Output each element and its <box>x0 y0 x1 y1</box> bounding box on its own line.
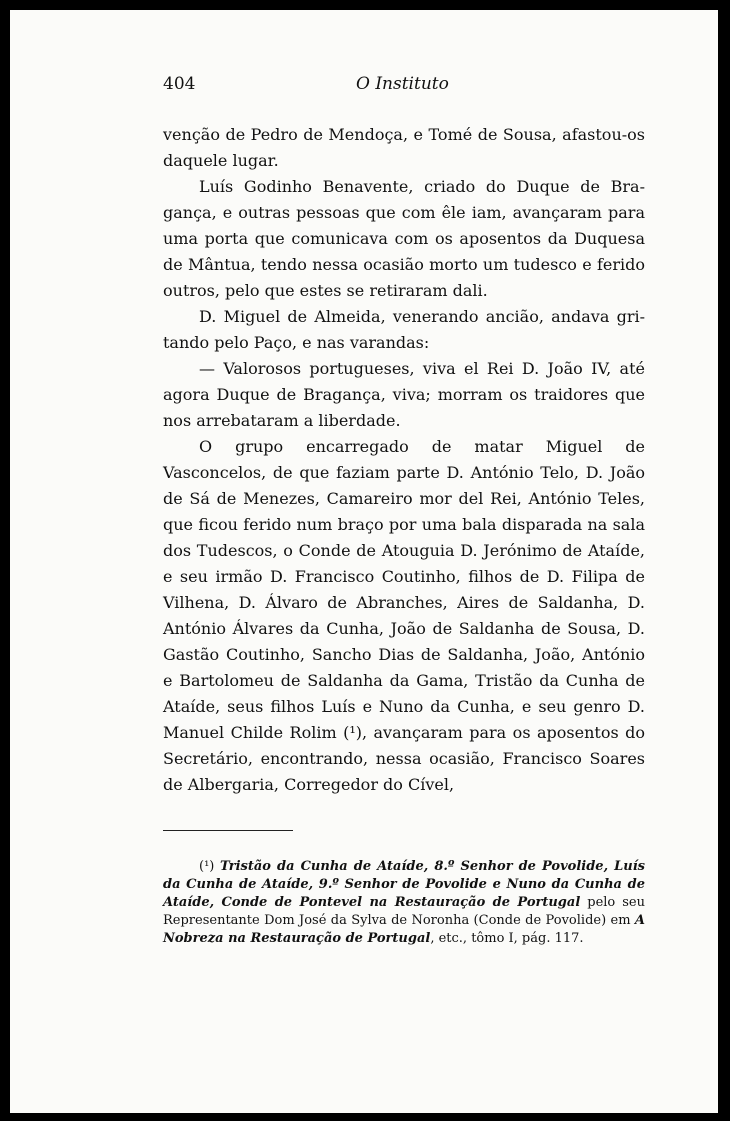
footnote-book-title: A Nobreza na Restauração de Portugal <box>163 913 645 946</box>
footnote <box>163 858 645 948</box>
running-title: O Instituto <box>356 74 449 94</box>
paragraph-1: venção de Pedro de Mendoça, e Tomé de Sousa, afastou-os daquele lugar. <box>163 125 645 170</box>
footnote-marker: (¹) <box>199 859 215 874</box>
footnote-separator <box>163 830 293 831</box>
paragraph-5: O grupo encarregado de matar Miguel de Vasconcelos, de que faziam parte D. António Telo, D. João de Sá de Menezes, Camareiro mor del Rei, António Teles, que ficou ferido num braço por uma bala disparada na sala dos Tudescos, o Conde de Atouguia D. Jerónimo de Ataíde, e seu irmão D. Francisco Coutinho, filhos de D. Filipa de Vilhena, D. Álvaro de Abranches, Aires de Saldanha, D. António Álvares da Cunha, João de Saldanha de Sousa, D. Gastão Coutinho, Sancho Dias de Saldanha, João, António e Bartolomeu de Saldanha da Gama, Tristão da Cunha de Ataíde, seus filhos Luís e Nuno da Cunha, e seu genro D. Manuel Childe Rolim (¹), avançaram para os aposentos do Secretário, encontrando, nessa ocasião, Francisco Soares de Albergaria, Corregedor do Cível, <box>163 437 645 794</box>
page-number: 404 <box>163 74 196 94</box>
paragraph-2: Luís Godinho Benavente, criado do Duque de Bragança, e outras pessoas que com êle iam, avançaram para uma porta que comunicava com os aposentos da Duquesa de Mântua, tendo nessa ocasião morto um tudesco e ferido outros, pelo que estes se retiraram dali. <box>163 177 645 300</box>
paragraph-3: D. Miguel de Almeida, venerando ancião, andava gritando pelo Paço, e nas varandas: <box>163 307 645 352</box>
body-text <box>163 122 645 798</box>
page-header <box>163 74 645 102</box>
footnote-italic-1: Tristão da Cunha de Ataíde, 8.º Senhor de Povolide, Luís da Cunha de Ataíde, 9.º Senhor de Povolide e Nuno da Cunha de Ataíde, Conde de Pontevel na Restauração de Portugal <box>163 859 645 910</box>
footnote-text-2: , etc., tômo I, pág. 117. <box>430 931 584 946</box>
paragraph-4: — Valorosos portugueses, viva el Rei D. João IV, até agora Duque de Bragança, viva; morram os traidores que nos arrebataram a liberdade. <box>163 359 645 430</box>
document-page <box>10 10 718 1113</box>
footnote-text-1: pelo seu Representante Dom José da Sylva de Noronha (Conde de Povolide) em <box>163 895 645 928</box>
